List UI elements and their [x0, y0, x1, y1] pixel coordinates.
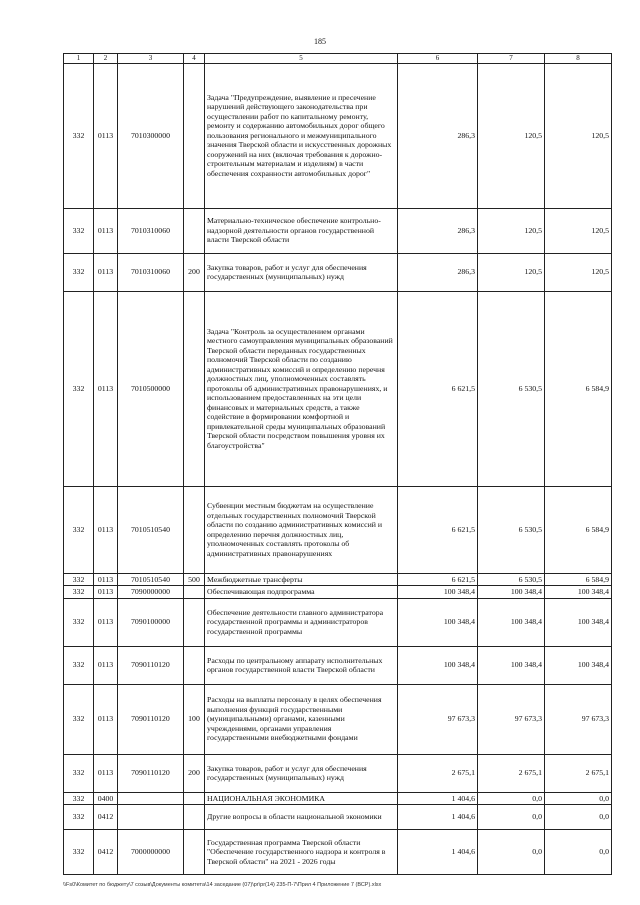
cell-description: Обеспечивающая подпрограмма	[205, 586, 398, 599]
cell-expense-type: 500	[184, 573, 205, 586]
cell-target-code: 7010310060	[118, 208, 184, 253]
header-col-8: 8	[545, 54, 612, 64]
cell-value-col6: 6 621,5	[398, 486, 478, 573]
cell-value-col7: 100 348,4	[478, 646, 545, 684]
cell-target-code: 7010510540	[118, 573, 184, 586]
cell-description: Обеспечение деятельности главного администратора государственной программы и администраторов государственной программы	[205, 598, 398, 646]
cell-value-col7: 2 675,1	[478, 754, 545, 792]
cell-target-code: 7000000000	[118, 830, 184, 875]
cell-value-col6: 286,3	[398, 63, 478, 208]
cell-admin-code: 332	[64, 253, 94, 291]
budget-table	[63, 53, 612, 875]
cell-expense-type	[184, 805, 205, 830]
cell-value-col7: 100 348,4	[478, 598, 545, 646]
cell-value-col7: 6 530,5	[478, 573, 545, 586]
table-row	[64, 805, 612, 830]
cell-description: Межбюджетные трансферты	[205, 573, 398, 586]
cell-section-code: 0113	[94, 754, 118, 792]
cell-description: Задача "Предупреждение, выявление и пресечение нарушений действующего законодательства при осуществлении работ по капитальному ремонту, ремонту и содержанию автомобильных дорог общего пользования регионального и межмуниципального значения Тверской области и искусственных дорожных сооружений на них (включая требования к дорожно-строительным материалам и изделиям) в части обеспечения сохранности автомобильных дорог"	[205, 63, 398, 208]
table-row	[64, 291, 612, 486]
cell-value-col6: 1 404,6	[398, 805, 478, 830]
cell-value-col8: 100 348,4	[545, 586, 612, 599]
table-row	[64, 586, 612, 599]
cell-value-col6: 2 675,1	[398, 754, 478, 792]
table-row	[64, 573, 612, 586]
cell-admin-code: 332	[64, 646, 94, 684]
cell-description: Закупка товаров, работ и услуг для обеспечения государственных (муниципальных) нужд	[205, 754, 398, 792]
cell-target-code: 7010500000	[118, 291, 184, 486]
cell-description: Материально-техническое обеспечение контрольно-надзорной деятельности органов государственной власти Тверской области	[205, 208, 398, 253]
cell-description: Другие вопросы в области национальной экономики	[205, 805, 398, 830]
cell-value-col8: 120,5	[545, 253, 612, 291]
cell-value-col7: 0,0	[478, 792, 545, 805]
cell-description: Расходы по центральному аппарату исполнительных органов государственной власти Тверской области	[205, 646, 398, 684]
cell-value-col8: 2 675,1	[545, 754, 612, 792]
header-col-4: 4	[184, 54, 205, 64]
cell-value-col6: 100 348,4	[398, 586, 478, 599]
cell-value-col8: 0,0	[545, 792, 612, 805]
header-col-5: 5	[205, 54, 398, 64]
cell-section-code: 0113	[94, 598, 118, 646]
cell-value-col7: 120,5	[478, 63, 545, 208]
cell-value-col7: 100 348,4	[478, 586, 545, 599]
cell-target-code	[118, 792, 184, 805]
cell-target-code: 7090110120	[118, 684, 184, 754]
page-number: 185	[314, 37, 326, 46]
header-col-1: 1	[64, 54, 94, 64]
cell-value-col7: 120,5	[478, 253, 545, 291]
table-header-row	[64, 54, 612, 64]
table-row	[64, 754, 612, 792]
cell-value-col6: 6 621,5	[398, 573, 478, 586]
header-col-7: 7	[478, 54, 545, 64]
cell-value-col8: 6 584,9	[545, 573, 612, 586]
cell-value-col7: 0,0	[478, 830, 545, 875]
cell-expense-type	[184, 291, 205, 486]
cell-section-code: 0113	[94, 208, 118, 253]
cell-target-code	[118, 805, 184, 830]
table-row	[64, 208, 612, 253]
cell-value-col7: 97 673,3	[478, 684, 545, 754]
cell-expense-type	[184, 586, 205, 599]
cell-target-code: 7090000000	[118, 586, 184, 599]
cell-value-col8: 6 584,9	[545, 291, 612, 486]
cell-value-col8: 97 673,3	[545, 684, 612, 754]
cell-admin-code: 332	[64, 573, 94, 586]
cell-value-col6: 1 404,6	[398, 830, 478, 875]
table-row	[64, 684, 612, 754]
cell-description: Государственная программа Тверской области "Обеспечение государственного надзора и контроля в Тверской области" на 2021 - 2026 годы	[205, 830, 398, 875]
cell-target-code: 7090110120	[118, 754, 184, 792]
cell-description: Расходы на выплаты персоналу в целях обеспечения выполнения функций государственными (муниципальными) органами, казенными учреждениями, органами управления государственными внебюджетными фондами	[205, 684, 398, 754]
cell-value-col8: 0,0	[545, 805, 612, 830]
cell-value-col7: 0,0	[478, 805, 545, 830]
cell-value-col6: 1 404,6	[398, 792, 478, 805]
cell-value-col8: 6 584,9	[545, 486, 612, 573]
cell-admin-code: 332	[64, 830, 94, 875]
cell-target-code: 7010510540	[118, 486, 184, 573]
cell-section-code: 0113	[94, 486, 118, 573]
cell-description: Задача "Контроль за осуществлением органами местного самоуправления муниципальных образований Тверской области переданных государственных полномочий Тверской области по созданию административных комиссий и определению перечня должностных лиц, уполномоченных составлять протоколы об административных правонарушениях, и использованием предоставленных на эти цели финансовых и материальных средств, а также содействие в формировании комфортной и привлекательной среды муниципальных образований Тверской области посредством повышения уровня их благоустройства"	[205, 291, 398, 486]
table-row	[64, 646, 612, 684]
cell-value-col8: 120,5	[545, 208, 612, 253]
cell-admin-code: 332	[64, 805, 94, 830]
cell-section-code: 0113	[94, 586, 118, 599]
table-row	[64, 598, 612, 646]
cell-value-col6: 100 348,4	[398, 646, 478, 684]
cell-section-code: 0113	[94, 684, 118, 754]
cell-expense-type	[184, 208, 205, 253]
cell-expense-type	[184, 646, 205, 684]
table-row	[64, 830, 612, 875]
cell-target-code: 7010300000	[118, 63, 184, 208]
cell-value-col8: 120,5	[545, 63, 612, 208]
cell-admin-code: 332	[64, 792, 94, 805]
cell-expense-type	[184, 486, 205, 573]
cell-section-code: 0412	[94, 830, 118, 875]
cell-expense-type: 200	[184, 253, 205, 291]
cell-admin-code: 332	[64, 586, 94, 599]
cell-admin-code: 332	[64, 684, 94, 754]
cell-target-code: 7090110120	[118, 646, 184, 684]
cell-description: Субвенции местным бюджетам на осуществление отдельных государственных полномочий Тверской области по созданию административных комиссий и определению перечня должностных лиц, уполномоченных составлять протоколы об административных правонарушениях	[205, 486, 398, 573]
cell-expense-type: 200	[184, 754, 205, 792]
cell-expense-type	[184, 598, 205, 646]
table-row	[64, 792, 612, 805]
header-col-6: 6	[398, 54, 478, 64]
cell-section-code: 0113	[94, 291, 118, 486]
cell-section-code: 0113	[94, 573, 118, 586]
table-row	[64, 486, 612, 573]
cell-value-col8: 0,0	[545, 830, 612, 875]
cell-value-col6: 100 348,4	[398, 598, 478, 646]
cell-admin-code: 332	[64, 754, 94, 792]
cell-expense-type	[184, 63, 205, 208]
cell-target-code: 7090100000	[118, 598, 184, 646]
cell-admin-code: 332	[64, 486, 94, 573]
cell-value-col6: 286,3	[398, 253, 478, 291]
cell-expense-type	[184, 792, 205, 805]
cell-admin-code: 332	[64, 63, 94, 208]
cell-expense-type	[184, 830, 205, 875]
cell-value-col6: 6 621,5	[398, 291, 478, 486]
cell-value-col7: 120,5	[478, 208, 545, 253]
cell-section-code: 0113	[94, 63, 118, 208]
cell-description: НАЦИОНАЛЬНАЯ ЭКОНОМИКА	[205, 792, 398, 805]
cell-admin-code: 332	[64, 598, 94, 646]
file-path-footer: \\Fs0\Комитет по бюджету\7 созыв\Документы комитета\14 заседание (07)\pr\pr(14) 235-П-7\Прил 4 Приложение 7 (ВСР).xlsx	[63, 882, 382, 888]
cell-section-code: 0412	[94, 805, 118, 830]
cell-target-code: 7010310060	[118, 253, 184, 291]
cell-value-col6: 97 673,3	[398, 684, 478, 754]
cell-value-col8: 100 348,4	[545, 598, 612, 646]
cell-value-col8: 100 348,4	[545, 646, 612, 684]
header-col-2: 2	[94, 54, 118, 64]
cell-value-col6: 286,3	[398, 208, 478, 253]
cell-section-code: 0113	[94, 253, 118, 291]
cell-description: Закупка товаров, работ и услуг для обеспечения государственных (муниципальных) нужд	[205, 253, 398, 291]
table-row	[64, 253, 612, 291]
cell-admin-code: 332	[64, 208, 94, 253]
cell-expense-type: 100	[184, 684, 205, 754]
header-col-3: 3	[118, 54, 184, 64]
cell-section-code: 0400	[94, 792, 118, 805]
cell-section-code: 0113	[94, 646, 118, 684]
table-row	[64, 63, 612, 208]
cell-value-col7: 6 530,5	[478, 291, 545, 486]
cell-admin-code: 332	[64, 291, 94, 486]
cell-value-col7: 6 530,5	[478, 486, 545, 573]
